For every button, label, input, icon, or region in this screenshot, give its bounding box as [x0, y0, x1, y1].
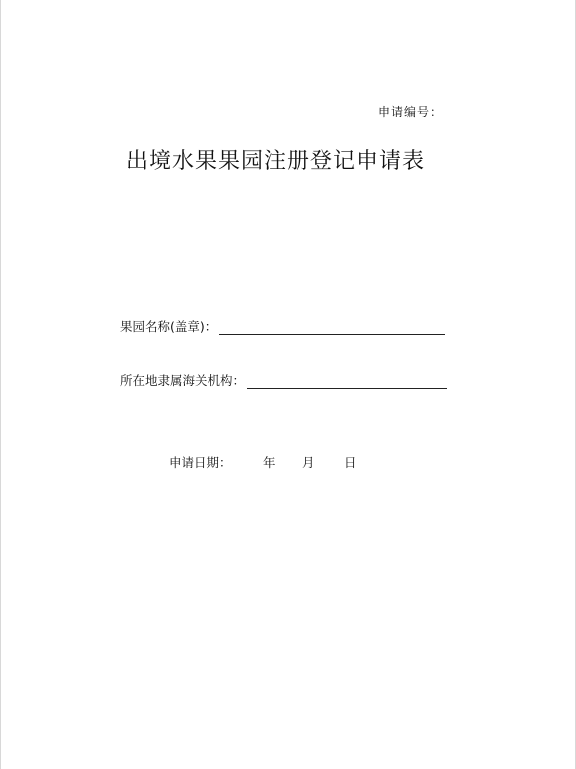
date-month-label: 月 — [302, 455, 315, 470]
date-day-label: 日 — [344, 455, 357, 470]
orchard-name-field — [120, 317, 445, 335]
date-year-label: 年 — [263, 455, 276, 470]
customs-office-field — [120, 371, 447, 389]
page-title: 出境水果果园注册登记申请表 — [126, 149, 426, 174]
customs-office-blank-line[interactable] — [247, 374, 447, 389]
customs-office-label: 所在地隶属海关机构： — [120, 373, 246, 388]
orchard-name-blank-line[interactable] — [219, 320, 445, 335]
application-date-label: 申请日期： — [169, 455, 232, 470]
page-border-left — [0, 0, 1, 769]
application-number-label: 申请编号： — [378, 105, 444, 119]
orchard-name-label: 果园名称(盖章)： — [120, 319, 218, 334]
